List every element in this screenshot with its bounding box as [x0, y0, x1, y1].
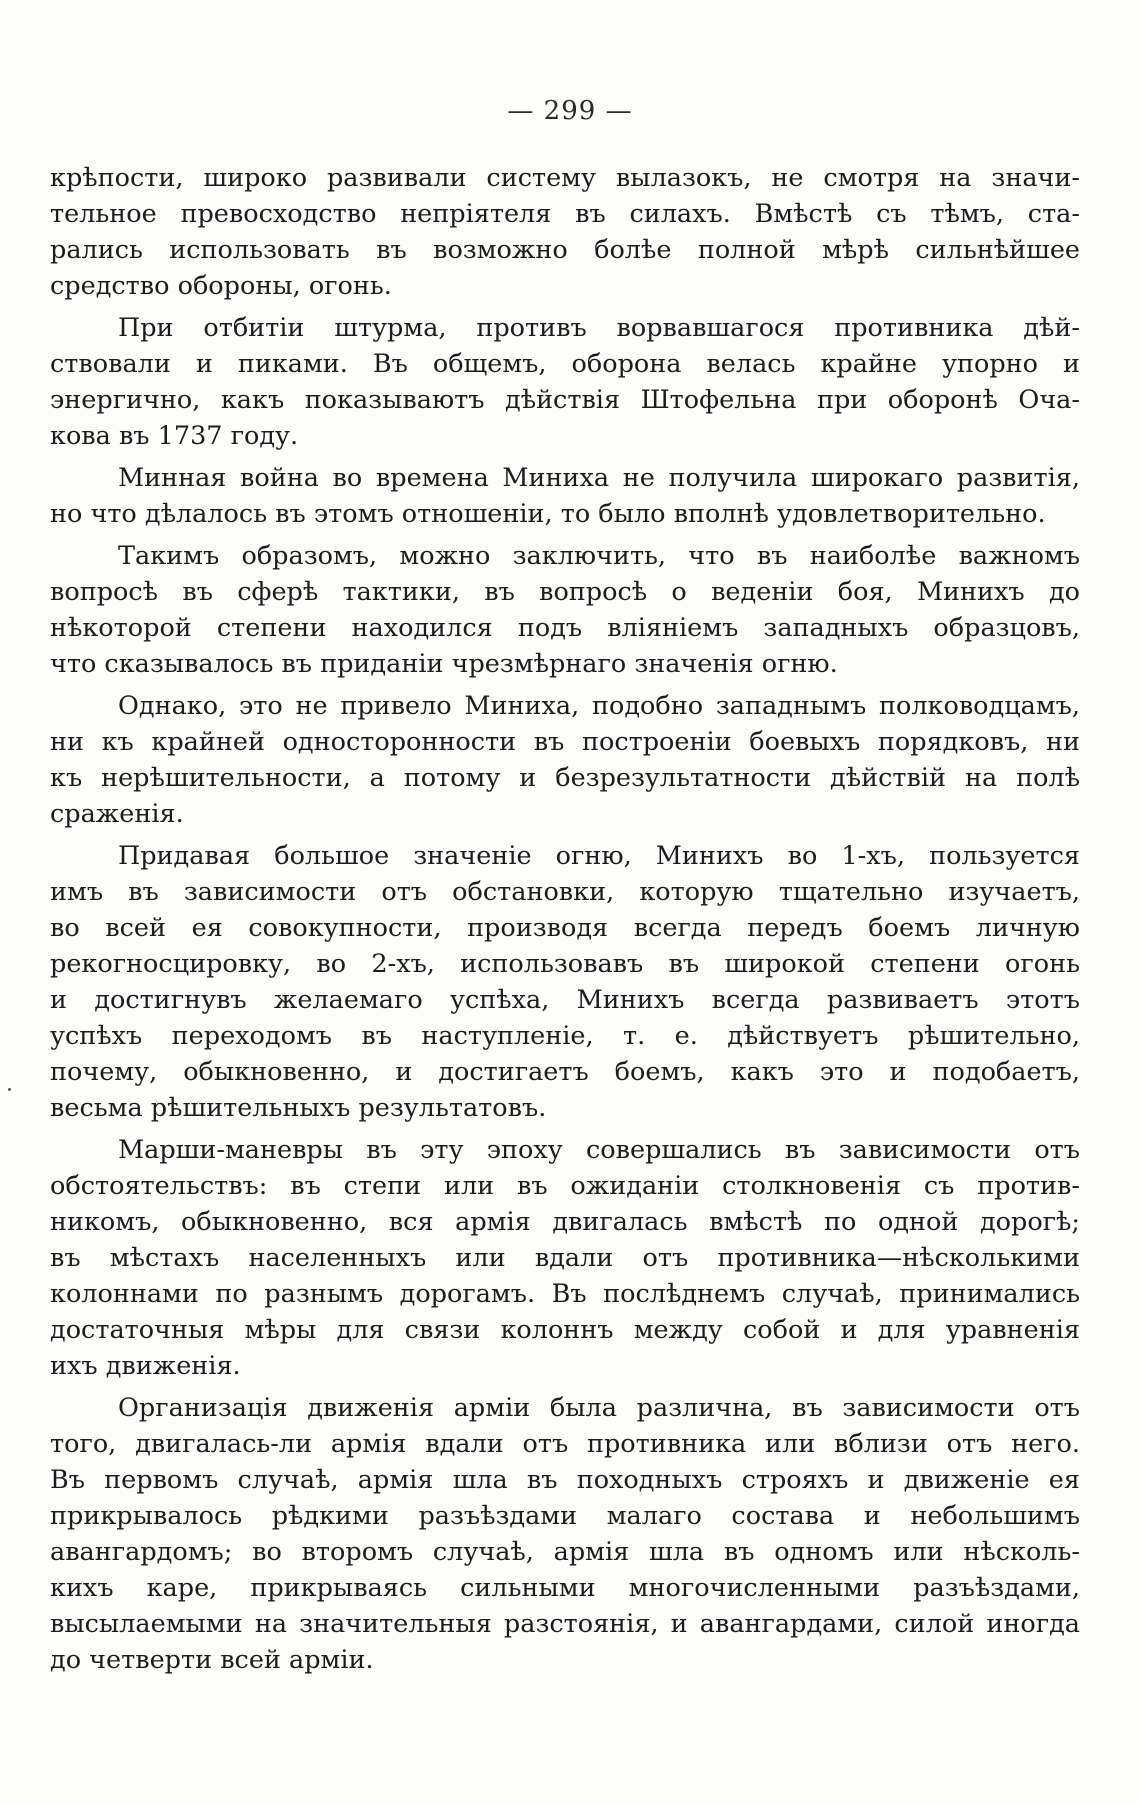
paragraph: [50, 1390, 1080, 1678]
text-line: Марши-маневры въ эту эпоху совершались въ зависимости отъ: [118, 1135, 1080, 1165]
text-line: высылаемыми на значительныя разстоянія, и авангардами, силой иногда: [50, 1609, 1080, 1639]
text-line: въ мѣстахъ населенныхъ или вдали отъ противника—нѣсколькими: [50, 1243, 1080, 1273]
text-line: Въ первомъ случаѣ, армія шла въ походныхъ строяхъ и движеніе ея: [50, 1465, 1080, 1495]
paragraph: [50, 538, 1080, 682]
text-line: крѣпости, широко развивали систему вылазокъ, не смотря на значи-: [50, 163, 1080, 193]
text-line: но что дѣлалось въ этомъ отношеніи, то было вполнѣ удовлетворительно.: [50, 499, 1046, 529]
text-line: средство обороны, огонь.: [50, 271, 392, 301]
text-line: рекогносцировку, во 2-хъ, использовавъ въ широкой степени огонь: [50, 949, 1080, 979]
paragraph: [50, 460, 1080, 532]
text-line: сраженія.: [50, 799, 184, 829]
text-line: достаточныя мѣры для связи колоннъ между собой и для уравненія: [50, 1315, 1080, 1345]
text-line: кова въ 1737 году.: [50, 421, 299, 451]
text-line: до четверти всей арміи.: [50, 1645, 374, 1675]
text-line: Организація движенія арміи была различна, въ зависимости отъ: [118, 1393, 1080, 1423]
text-line: къ нерѣшительности, а потому и безрезультатности дѣйствій на полѣ: [50, 763, 1080, 793]
text-line: имъ въ зависимости отъ обстановки, которую тщательно изучаетъ,: [50, 877, 1080, 907]
text-line: тельное превосходство непріятеля въ силахъ. Вмѣстѣ съ тѣмъ, ста-: [50, 199, 1080, 229]
text-line: что сказывалось въ приданіи чрезмѣрнаго значенія огню.: [50, 649, 838, 679]
text-line: Придавая большое значеніе огню, Минихъ во 1-хъ, пользуется: [118, 841, 1080, 871]
text-line: того, двигалась-ли армія вдали отъ противника или вблизи отъ него.: [50, 1429, 1080, 1459]
paragraph: [50, 1132, 1080, 1384]
text-line: успѣхъ переходомъ въ наступленіе, т. е. дѣйствуетъ рѣшительно,: [50, 1021, 1080, 1051]
paragraph: [50, 688, 1080, 832]
text-line: авангардомъ; во второмъ случаѣ, армія шла въ одномъ или нѣсколь-: [50, 1537, 1080, 1567]
text-line: вопросѣ въ сферѣ тактики, въ вопросѣ о веденіи боя, Минихъ до: [50, 577, 1080, 607]
paragraph: [50, 838, 1080, 1126]
text-line: нѣкоторой степени находился подъ вліяніемъ западныхъ образцовъ,: [50, 613, 1080, 643]
paragraph: [50, 160, 1080, 304]
text-line: энергично, какъ показываютъ дѣйствія Штофельна при оборонѣ Оча-: [50, 385, 1080, 415]
text-line: почему, обыкновенно, и достигаетъ боемъ, какъ это и подобаетъ,: [50, 1057, 1080, 1087]
text-line: Такимъ образомъ, можно заключить, что въ наиболѣе важномъ: [118, 541, 1080, 571]
text-line: во всей ея совокупности, производя всегда передъ боемъ личную: [50, 913, 1080, 943]
text-line: колоннами по разнымъ дорогамъ. Въ послѣднемъ случаѣ, принимались: [50, 1279, 1080, 1309]
text-line: никомъ, обыкновенно, вся армія двигалась вмѣстѣ по одной дорогѣ;: [50, 1207, 1080, 1237]
text-line: ствовали и пиками. Въ общемъ, оборона велась крайне упорно и: [50, 349, 1080, 379]
text-line: рались использовать въ возможно болѣе полной мѣрѣ сильнѣйшее: [50, 235, 1080, 265]
text-line: и достигнувъ желаемаго успѣха, Минихъ всегда развиваетъ этотъ: [50, 985, 1080, 1015]
print-speck: [8, 1088, 11, 1091]
text-line: весьма рѣшительныхъ результатовъ.: [50, 1093, 547, 1123]
text-line: прикрывалось рѣдкими разъѣздами малаго состава и небольшимъ: [50, 1501, 1080, 1531]
body-text: [50, 160, 1080, 1684]
text-line: При отбитіи штурма, противъ ворвавшагося противника дѣй-: [118, 313, 1080, 343]
paragraph: [50, 310, 1080, 454]
text-line: ихъ движенія.: [50, 1351, 241, 1381]
text-line: ни къ крайней односторонности въ построеніи боевыхъ порядковъ, ни: [50, 727, 1080, 757]
text-line: Минная война во времена Миниха не получила широкаго развитія,: [118, 463, 1080, 493]
text-line: Однако, это не привело Миниха, подобно западнымъ полководцамъ,: [118, 691, 1080, 721]
page-number: — 299 —: [507, 96, 633, 126]
text-line: обстоятельствъ: въ степи или въ ожиданіи столкновенія съ против-: [50, 1171, 1080, 1201]
text-line: кихъ каре, прикрываясь сильными многочисленными разъѣздами,: [50, 1573, 1080, 1603]
